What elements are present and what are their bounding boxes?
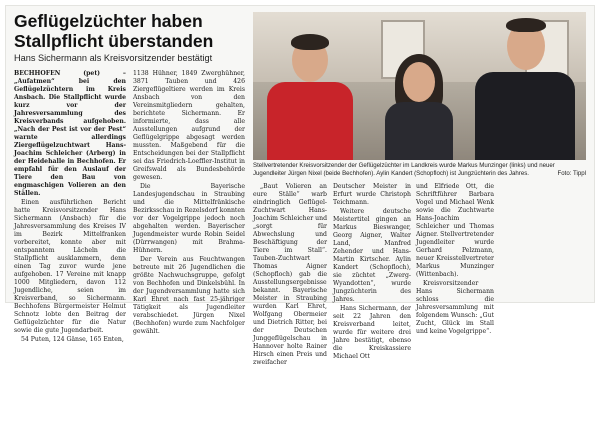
subheadline: Hans Sichermann als Kreisvorsitzender bestätigt <box>14 53 213 63</box>
photo-caption-text: Stellvertretender Kreisvorsitzender der Geflügelzüchter im Landkreis wurde Markus Munzinger (links) und neuer Jugendleiter Jürgen Nixel (beide Bechhofen). Aylin Kandert (Schopfloch) ist Jungzüchterin des Jahres. <box>253 162 555 177</box>
person-left-red-jacket <box>267 20 353 160</box>
photo-caption <box>253 162 586 177</box>
face <box>403 62 435 102</box>
paragraph: Deutscher Meister in Erfurt wurde Christoph Teichmann. <box>333 183 411 206</box>
paragraph: Weitere deutsche Meistertitel gingen an Markus Bieswanger, Georg Aigner, Walter Land, Manfred Zehender und Hans-Martin Kirtscher. Aylin Kandert (Schopfloch), sie züchtet „Zwerg-Wyandotten“, wurde Jungzüchterin des Jahres. <box>333 208 411 303</box>
photo-credit: Foto: Tippl <box>557 169 586 177</box>
article-photo <box>253 12 586 160</box>
article-column-2 <box>133 70 245 337</box>
paragraph: Die Bayerische Landesjugendschau in Straubing und die Mittelfränkische Bezirksschau in Rezelsdorf konnten vor der Vogelgrippe jedoch noch abgehalten werden. Bayerischer Jugendmeister wurde Robin Seidel (Dürrwangen) mit Brahma-Hühnern. <box>133 183 245 254</box>
paragraph: 54 Puten, 124 Gänse, 165 Enten, <box>21 336 124 343</box>
paragraph: Der Verein aus Feuchtwangen betreute mit 26 Jugendlichen die größte Nachwuchsgruppe, gefolgt von Bechhofen und Dinkelsbühl. In der Jugendversammlung hatte sich Karl Ehret nach fast 25-jähriger Tätigkeit als Jugendleiter verabschiedet. Jürgen Nixel (Bechhofen) wurde zum Nachfolger gewählt. <box>133 256 245 335</box>
headline-line-2: Stallpflicht überstanden <box>14 31 214 51</box>
article-column-5 <box>416 183 494 337</box>
dark-top <box>385 102 453 160</box>
paragraph: Hans Sichermann, der seit 22 Jahren den Kreisverband leitet, wurde für weitere drei Jahre bestätigt, ebenso die Kreiskassiere Michael Ott <box>333 305 411 360</box>
paragraph: 1138 Hühner, 1849 Zwerghühner, 3871 Tauben und 426 Ziergeflügeltiere werden im Kreis Ansbach von den Vereinsmitgliedern gehalten, berichtete Sichermann. Er informierte, dass alle Ausstellungen aufgrund der Geflügelgrippe abgesagt werden mussten. Maßgebend für die Entscheidungen bei der Stallpflicht sei das Friedrich-Loeffler-Institut in Greifswald als Bundesbehörde gewesen. <box>133 70 245 181</box>
lead-paragraph: BECHHOFEN (pet) – „Aufatmen“ bei den Geflügelzüchtern im Kreis Ansbach. Die Stallpflicht wurde kurz vor der Jahresversammlung des Kreisverbands aufgehoben. „Nach der Pest ist vor der Pest“ warnte allerdings Ziergeflügelzuchtwart Hans-Joachim Schleicher (Arberg) in der Heidehalle in Bechhofen. Er empfahl für den Auslauf der Tiere den Bau von engmaschigen Volieren an den Ställen. <box>14 70 126 197</box>
paragraph: Einen ausführlichen Bericht hatte Kreisvorsitzender Hans Sichermann (Ansbach) für die Jahresversammlung des Kreises IV im Bezirk Mittelfranken vorbereitet, konnte aber mit entspanntem Lächeln die Stallpflicht ausklammern, denn einen Tag zuvor wurde jene aufgehoben. 17 Vereine mit knapp 1000 Mitgliedern, davon 112 Jugendliche, seien im Kreisverband, so Sichermann. Bechhofens Bürgermeister Helmut Schnotz lobte den Beitrag der Geflügelzüchter für die Natur sowie die gute Jugendarbeit. <box>14 199 126 334</box>
article-column-1 <box>14 70 126 345</box>
person-right-dark-jacket <box>475 14 575 160</box>
person-middle <box>383 50 455 160</box>
paragraph: Kreisvorsitzender Hans Sichermann schloss die Jahresversammlung mit folgendem Wunsch: „Gut Zucht, Glück im Stall und keine Vogelgrippe“. <box>416 280 494 335</box>
article-column-3 <box>253 183 327 368</box>
article-column-4 <box>333 183 411 362</box>
hair <box>506 18 546 32</box>
hair <box>291 34 329 50</box>
headline-line-1: Geflügelzüchter haben <box>14 11 203 31</box>
paragraph: und Elfriede Ott, die Schriftführer Barbara Vogel und Michael Wenk sowie die Zuchtwarte Hans-Joachim Schleicher und Thomas Aigner. Stellvertretender Jugendleiter wurde Gerhard Pelzmann, neuer Kreisstellvertreter Markus Munzinger (Wittenbach). <box>416 183 494 278</box>
red-jacket <box>267 82 353 160</box>
dark-jacket <box>475 72 575 160</box>
paragraph: „Baut Volieren an eure Ställe“ warb eindringlich Geflügel-Zuchtwart Hans-Joachim Schleicher und „sorgt für Abwechslung und Beschäftigung der Tiere im Stall“. Tauben-Zuchtwart Thomas Aigner (Schopfloch) gab die Ausstellungsergebnisse bekannt. Bayerische Meister in Straubing wurden Karl Ehret, Wolfgang Obermeier und Dietrich Ritter, bei der Deutschen Junggeflügelschau in Hannover holte Rainer Hirsch einen Preis und zweifacher <box>253 183 327 366</box>
headline <box>14 11 239 51</box>
